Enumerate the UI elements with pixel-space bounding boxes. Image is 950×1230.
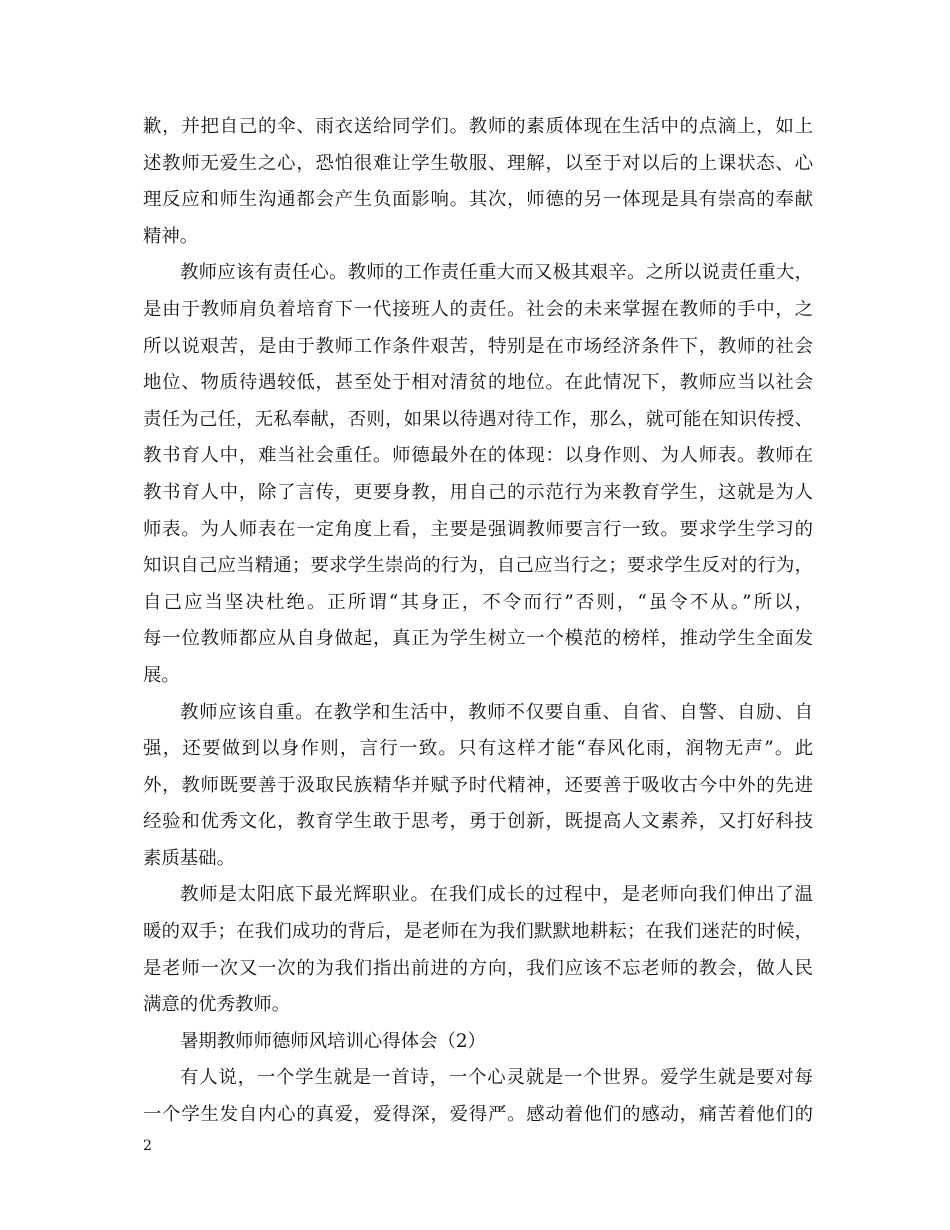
text-line: 展。 — [143, 664, 180, 686]
text-line: 理反应和师生沟通都会产生负面影响。其次，师德的另一体现是具有崇高的奉献 — [143, 189, 813, 211]
text-line: 自己应当坚决杜绝。正所谓“其身正，不令而行”否则，“虽令不从。”所以， — [143, 591, 813, 613]
text-line: 强，还要做到以身作则，言行一致。只有这样才能“春风化雨，润物无声”。此 — [143, 738, 813, 760]
text-line: 地位、物质待遇较低，甚至处于相对清贫的地位。在此情况下，教师应当以社会 — [143, 372, 813, 394]
text-line: 素质基础。 — [143, 847, 235, 869]
text-line: 是由于教师肩负着培育下一代接班人的责任。社会的未来掌握在教师的手中，之 — [143, 298, 813, 320]
text-line: 教书育人中，难当社会重任。师德最外在的体现：以身作则、为人师表。教师在 — [143, 445, 813, 467]
text-line: 教书育人中，除了言传，更要身教，用自己的示范行为来教育学生，这就是为人 — [143, 481, 813, 503]
text-line: 歉，并把自己的伞、雨衣送给同学们。教师的素质体现在生活中的点滴上，如上 — [143, 116, 813, 137]
text-line: 责任为己任，无私奉献，否则，如果以待遇对待工作，那么，就可能在知识传授、 — [143, 408, 813, 430]
text-line: 知识自己应当精通；要求学生崇尚的行为，自己应当行之；要求学生反对的行为， — [143, 555, 813, 577]
text-line: 有人说，一个学生就是一首诗，一个心灵就是一个世界。爱学生就是要对每 — [180, 1067, 813, 1089]
text-line: 教师应该自重。在教学和生活中，教师不仅要自重、自省、自警、自励、自 — [180, 701, 813, 723]
text-line: 是老师一次又一次的为我们指出前进的方向，我们应该不忘老师的教会，做人民 — [143, 957, 813, 979]
text-line: 精神。 — [143, 225, 199, 247]
text-line: 暑期教师师德师风培训心得体会（2） — [180, 1030, 486, 1052]
text-line: 经验和优秀文化，教育学生敢于思考，勇于创新，既提高人文素养，又打好科技 — [143, 811, 813, 833]
text-line: 暖的双手；在我们成功的背后，是老师在为我们默默地耕耘；在我们迷茫的时候， — [143, 921, 813, 943]
text-line: 教师是太阳底下最光辉职业。在我们成长的过程中，是老师向我们伸出了温 — [180, 884, 813, 906]
text-line: 每一位教师都应从自身做起，真正为学生树立一个模范的榜样，推动学生全面发 — [143, 628, 813, 650]
text-line: 一个学生发自内心的真爱，爱得深，爱得严。感动着他们的感动，痛苦着他们的 — [143, 1104, 813, 1126]
text-line: 所以说艰苦，是由于教师工作条件艰苦，特别是在市场经济条件下，教师的社会 — [143, 335, 813, 357]
text-line: 述教师无爱生之心，恐怕很难让学生敬服、理解，以至于对以后的上课状态、心 — [143, 152, 813, 174]
text-line: 师表。为人师表在一定角度上看，主要是强调教师要言行一致。要求学生学习的 — [143, 518, 813, 540]
text-line: 满意的优秀教师。 — [143, 994, 291, 1016]
page-number: 2 — [143, 1138, 152, 1154]
text-line: 外，教师既要善于汲取民族精华并赋予时代精神，还要善于吸收古今中外的先进 — [143, 774, 813, 796]
document-body — [143, 109, 813, 1134]
text-line: 教师应该有责任心。教师的工作责任重大而又极其艰辛。之所以说责任重大， — [180, 262, 813, 284]
